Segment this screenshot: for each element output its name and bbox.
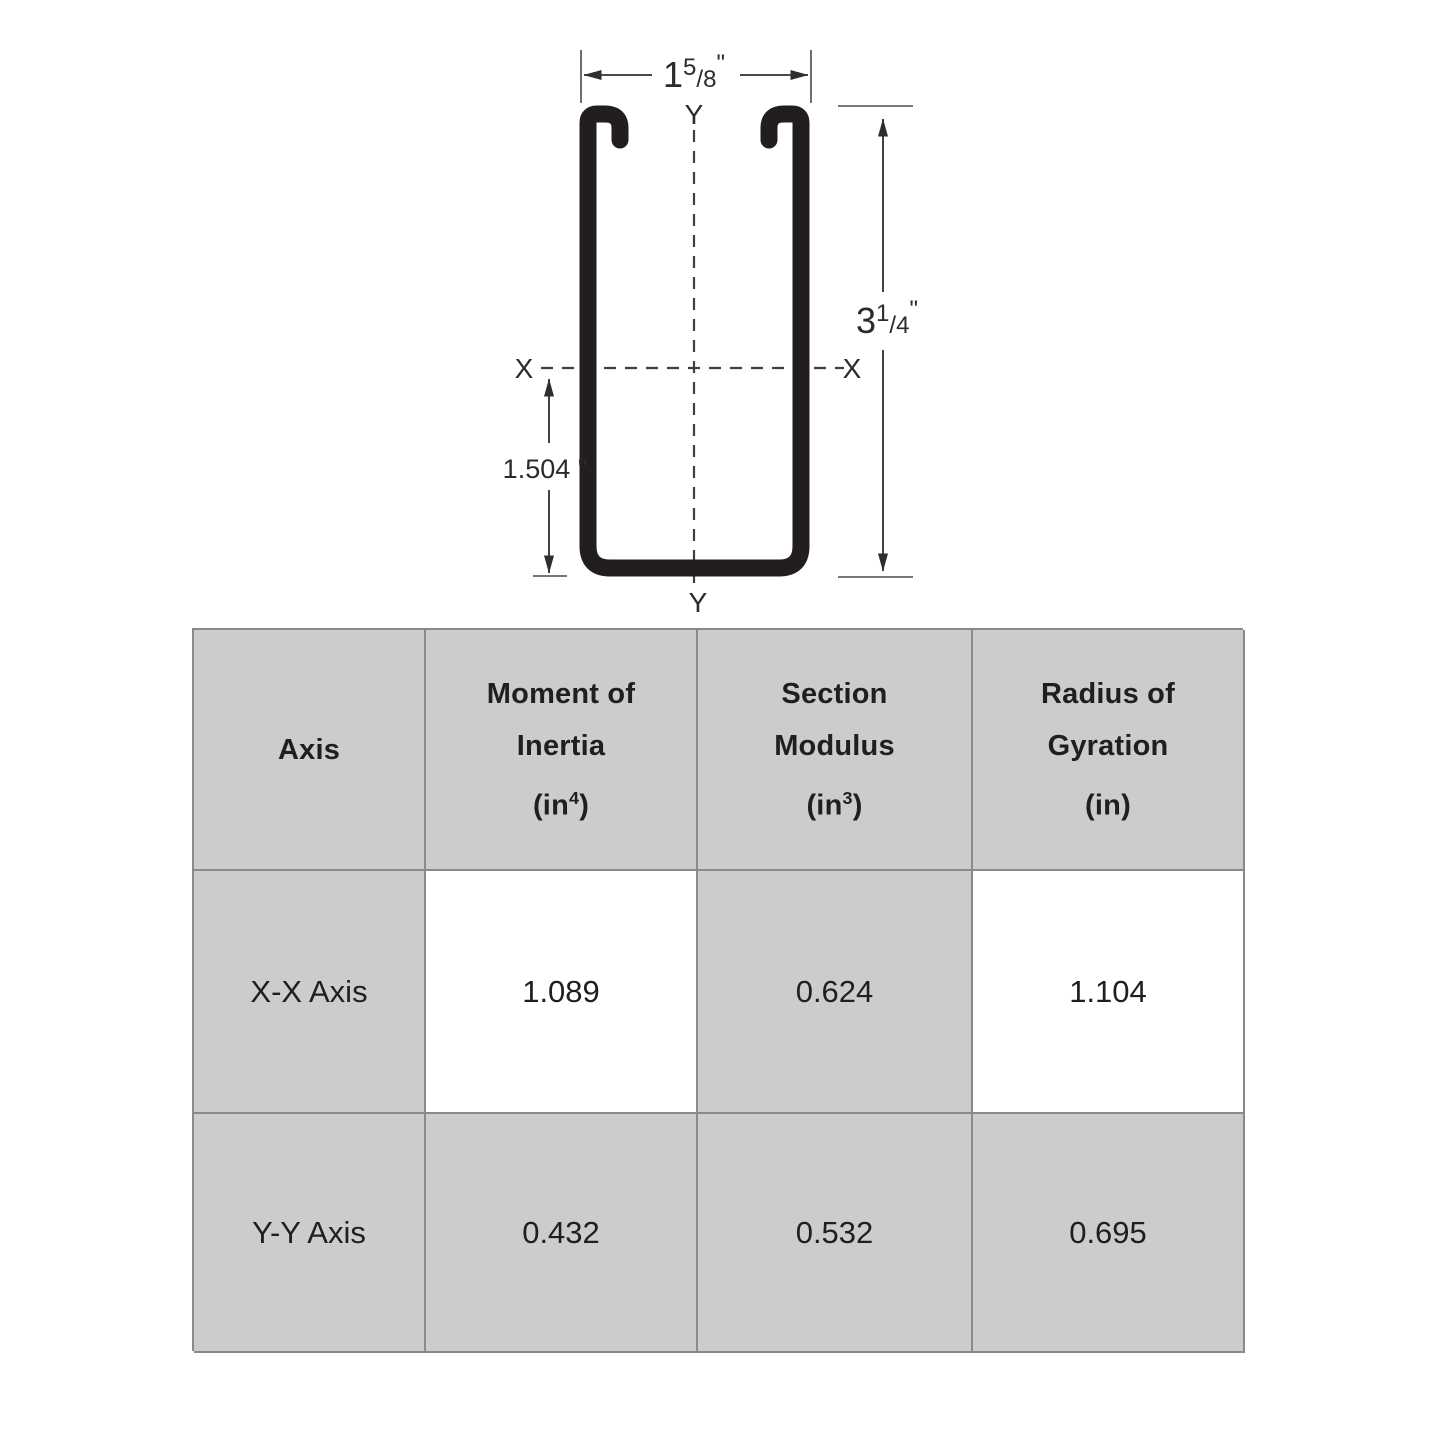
header-moment-line2: Inertia <box>516 729 606 762</box>
channel-cross-section-diagram <box>0 0 1445 625</box>
cell-xx-section-modulus: 0.624 <box>698 871 973 1114</box>
section-properties-table <box>192 628 1243 1351</box>
header-radius-unit: (in) <box>1085 789 1131 822</box>
header-section-line2: Modulus <box>774 729 895 762</box>
header-cell-moment-of-inertia <box>426 630 698 871</box>
height-dimension-label: $3^1_/4^"$ <box>856 296 918 341</box>
y-axis-label-top: Y <box>684 99 704 130</box>
header-section-line1: Section <box>781 677 888 710</box>
header-axis-label: Axis <box>277 733 341 766</box>
height-dimension <box>838 106 918 577</box>
header-section-unit: $(in^3)$ <box>806 787 863 822</box>
cell-yy-section-modulus: 0.532 <box>698 1114 973 1353</box>
y-axis-label-bottom: Y <box>688 587 708 618</box>
strut-channel-figure <box>0 0 1445 625</box>
width-dimension-label: $1^5_/8^"$ <box>663 50 725 95</box>
cell-xx-radius-of-gyration: 1.104 <box>973 871 1245 1114</box>
cell-xx-axis-label: X-X Axis <box>194 871 426 1114</box>
header-cell-radius-of-gyration <box>973 630 1245 871</box>
header-radius-line1: Radius of <box>1041 677 1175 710</box>
width-dimension <box>581 50 811 103</box>
centroid-dimension <box>503 379 588 576</box>
x-axis-label-left: X <box>514 353 534 384</box>
centroid-dimension-label: 1.504 " <box>502 454 588 484</box>
header-moment-line1: Moment of <box>486 677 636 710</box>
header-cell-axis <box>194 630 426 871</box>
x-axis-label-right: X <box>842 353 862 384</box>
header-cell-section-modulus <box>698 630 973 871</box>
cell-yy-moment-of-inertia: 0.432 <box>426 1114 698 1353</box>
cell-yy-radius-of-gyration: 0.695 <box>973 1114 1245 1353</box>
header-radius-line2: Gyration <box>1047 729 1169 762</box>
cell-xx-moment-of-inertia: 1.089 <box>426 871 698 1114</box>
header-moment-unit: $(in^4)$ <box>532 787 590 822</box>
cell-yy-axis-label: Y-Y Axis <box>194 1114 426 1353</box>
